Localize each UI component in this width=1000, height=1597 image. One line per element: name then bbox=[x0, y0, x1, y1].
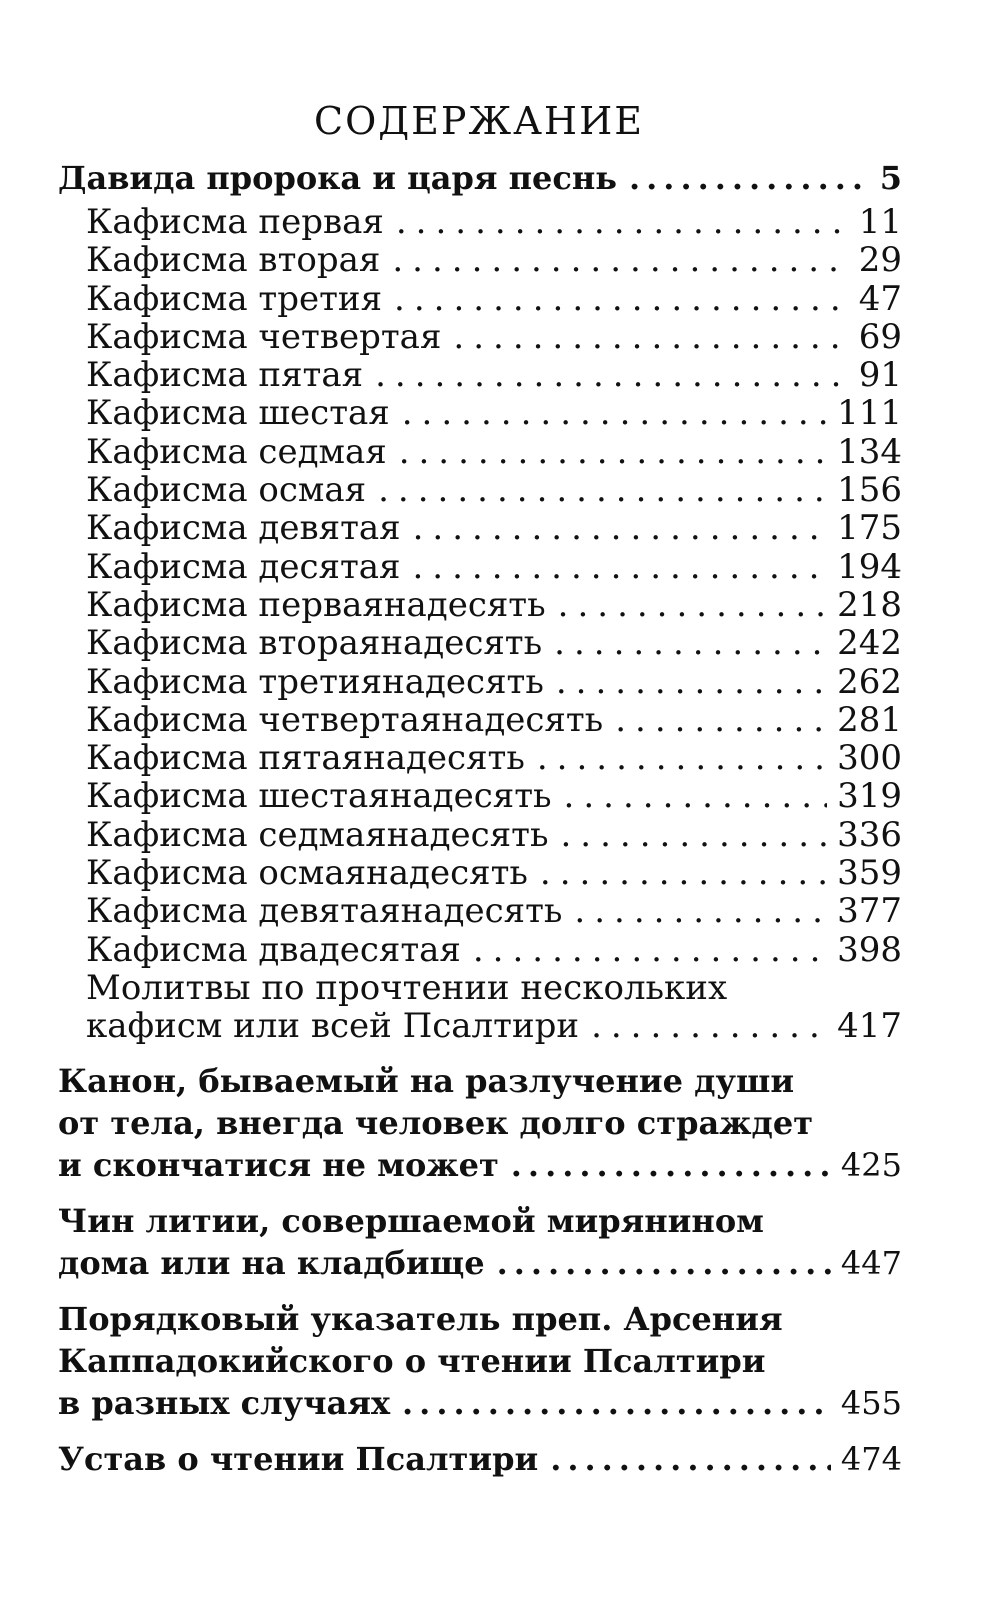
toc-entry-kathisma-16[interactable] bbox=[58, 777, 902, 815]
leader-dots bbox=[396, 203, 849, 241]
leader-dots bbox=[561, 816, 828, 854]
toc-entry-page: 281 bbox=[837, 700, 902, 740]
leader-dots bbox=[629, 157, 870, 199]
toc-entry-label: Кафисма третиянадесять bbox=[86, 662, 544, 701]
toc-entry-label-line: кафисм или всей Псалтири bbox=[86, 1007, 580, 1046]
toc-entry-label: Кафисма первая bbox=[86, 203, 384, 242]
toc-entry-label: Кафисма пятаянадесять bbox=[86, 739, 525, 778]
toc-entry-kathisma-2[interactable] bbox=[58, 241, 902, 279]
toc-entry-kathisma-19[interactable] bbox=[58, 892, 902, 930]
toc-entry-kathisma-10[interactable] bbox=[58, 548, 902, 586]
toc-entry-kathisma-17[interactable] bbox=[58, 816, 902, 854]
leader-dots bbox=[402, 394, 827, 432]
leader-dots bbox=[453, 318, 848, 356]
toc-entry-kathisma-8[interactable] bbox=[58, 471, 902, 509]
toc-entry-page: 425 bbox=[840, 1145, 902, 1184]
toc-entry-page: 319 bbox=[837, 777, 902, 816]
toc-entry-page: 300 bbox=[837, 739, 902, 778]
toc-entry-page: 474 bbox=[840, 1439, 902, 1478]
leader-dots bbox=[413, 548, 828, 586]
leader-dots bbox=[402, 1382, 831, 1424]
toc-entry-kathisma-20[interactable] bbox=[58, 931, 902, 969]
toc-entry-kathisma-7[interactable] bbox=[58, 433, 902, 471]
leader-dots bbox=[564, 777, 828, 815]
toc-entry-page: 134 bbox=[837, 432, 902, 472]
toc-entry-page: 218 bbox=[837, 585, 902, 625]
toc-entry-page: 242 bbox=[837, 624, 902, 663]
toc-entry-page: 156 bbox=[837, 471, 902, 510]
leader-dots bbox=[540, 854, 827, 892]
toc-entry-label-line: Молитвы по прочтении нескольких bbox=[86, 967, 728, 1008]
leader-dots bbox=[394, 280, 849, 318]
toc-entry-litiya-by-layman[interactable] bbox=[58, 1200, 902, 1284]
toc-entry-page: 336 bbox=[837, 815, 902, 855]
toc-entry-arseny-index[interactable] bbox=[58, 1298, 902, 1424]
toc-entry-label: Кафисма третия bbox=[86, 279, 383, 318]
toc-entry-page: 455 bbox=[840, 1383, 902, 1422]
toc-entry-label: Кафисма шестая bbox=[86, 394, 390, 433]
toc-entry-label: Кафисма девятая bbox=[86, 509, 401, 548]
toc-entry-label: Кафисма осмаянадесять bbox=[86, 854, 528, 893]
leader-dots bbox=[615, 701, 827, 739]
toc-entry-label-line: и скончатися не может bbox=[58, 1145, 499, 1184]
toc-entry-page: 69 bbox=[858, 317, 902, 357]
toc-entry-label: Кафисма вторая bbox=[86, 241, 381, 280]
toc-entry-label: Кафисма шестаянадесять bbox=[86, 777, 552, 816]
toc-entry-page: 5 bbox=[879, 159, 902, 197]
toc-entry-page: 377 bbox=[837, 892, 902, 931]
toc-entry-page: 47 bbox=[858, 279, 902, 318]
table-of-contents bbox=[58, 157, 902, 1480]
leader-dots bbox=[399, 433, 827, 471]
toc-entry-kathisma-18[interactable] bbox=[58, 854, 902, 892]
toc-entry-label: Кафисма осмая bbox=[86, 471, 367, 510]
toc-entry-label-line: Чин литии, совершаемой мирянином bbox=[58, 1201, 764, 1240]
toc-entry-label: Кафисма двадесятая bbox=[86, 930, 461, 969]
toc-entry-page: 398 bbox=[837, 930, 902, 969]
leader-dots bbox=[375, 356, 849, 394]
leader-dots bbox=[554, 624, 827, 662]
toc-entry-label: Кафисма пятая bbox=[86, 356, 364, 395]
toc-entry-label: Устав о чтении Псалтири bbox=[58, 1439, 539, 1478]
toc-entry-psalter-reading-rule[interactable] bbox=[58, 1438, 902, 1480]
toc-entry-kathisma-13[interactable] bbox=[58, 663, 902, 701]
page-title: СОДЕРЖАНИЕ bbox=[314, 99, 644, 143]
leader-dots bbox=[378, 471, 827, 509]
toc-entry-page: 91 bbox=[858, 356, 902, 395]
toc-entry-label: Кафисма седмаянадесять bbox=[86, 815, 549, 855]
toc-entry-page: 111 bbox=[837, 394, 902, 433]
toc-entry-label: Кафисма четвертая bbox=[86, 317, 442, 357]
leader-dots bbox=[511, 1144, 831, 1186]
toc-entry-kathisma-3[interactable] bbox=[58, 280, 902, 318]
toc-entry-kathisma-1[interactable] bbox=[58, 203, 902, 241]
toc-entry-label-line: от тела, внегда человек долго страждет bbox=[58, 1103, 814, 1142]
leader-dots bbox=[591, 1007, 827, 1045]
toc-entry-label-line: Каппадокийского о чтении Псалтири bbox=[58, 1341, 766, 1380]
leader-dots bbox=[473, 931, 827, 969]
toc-entry-david-psalms[interactable] bbox=[58, 157, 902, 199]
toc-entry-label: Кафисма десятая bbox=[86, 547, 401, 586]
toc-entry-label-line: Канон, бываемый на разлучение души bbox=[58, 1061, 795, 1100]
toc-entry-label-line: Порядковый указатель преп. Арсения bbox=[58, 1299, 783, 1338]
toc-entry-page: 447 bbox=[840, 1243, 902, 1282]
toc-entry-kathisma-14[interactable] bbox=[58, 701, 902, 739]
leader-dots bbox=[497, 1242, 831, 1284]
toc-entry-label: Кафисма втораянадесять bbox=[86, 624, 543, 663]
toc-entry-kathisma-4[interactable] bbox=[58, 318, 902, 356]
toc-entry-kathisma-5[interactable] bbox=[58, 356, 902, 394]
toc-entry-page: 359 bbox=[837, 854, 902, 893]
toc-entry-kathisma-9[interactable] bbox=[58, 509, 902, 547]
toc-entry-canon-departure-of-soul[interactable] bbox=[58, 1060, 902, 1186]
toc-entry-kathisma-6[interactable] bbox=[58, 394, 902, 432]
toc-entry-page: 262 bbox=[837, 662, 902, 701]
toc-entry-page: 417 bbox=[837, 1007, 902, 1046]
toc-entry-label: Кафисма седмая bbox=[86, 432, 387, 472]
leader-dots bbox=[550, 1438, 831, 1480]
toc-entry-page: 194 bbox=[837, 547, 902, 586]
toc-entry-page: 11 bbox=[858, 203, 902, 242]
leader-dots bbox=[537, 739, 827, 777]
leader-dots bbox=[558, 586, 827, 624]
leader-dots bbox=[574, 892, 827, 930]
toc-entry-label: Кафисма четвертаянадесять bbox=[86, 700, 604, 740]
toc-entry-page: 29 bbox=[858, 241, 902, 280]
toc-entry-kathisma-11[interactable] bbox=[58, 586, 902, 624]
toc-entry-kathisma-12[interactable] bbox=[58, 624, 902, 662]
toc-entry-page: 175 bbox=[837, 509, 902, 548]
toc-entry-prayers-after-kathismas[interactable] bbox=[58, 969, 902, 1046]
leader-dots bbox=[556, 663, 827, 701]
leader-dots bbox=[413, 509, 827, 547]
toc-entry-kathisma-15[interactable] bbox=[58, 739, 902, 777]
toc-entry-label-line: дома или на кладбище bbox=[58, 1243, 485, 1282]
toc-entry-label: Давида пророка и царя песнь bbox=[58, 159, 618, 197]
toc-entry-label-line: в разных случаях bbox=[58, 1383, 391, 1422]
leader-dots bbox=[392, 241, 848, 279]
toc-entry-label: Кафисма перваянадесять bbox=[86, 585, 546, 625]
toc-entry-label: Кафисма девятаянадесять bbox=[86, 892, 563, 931]
